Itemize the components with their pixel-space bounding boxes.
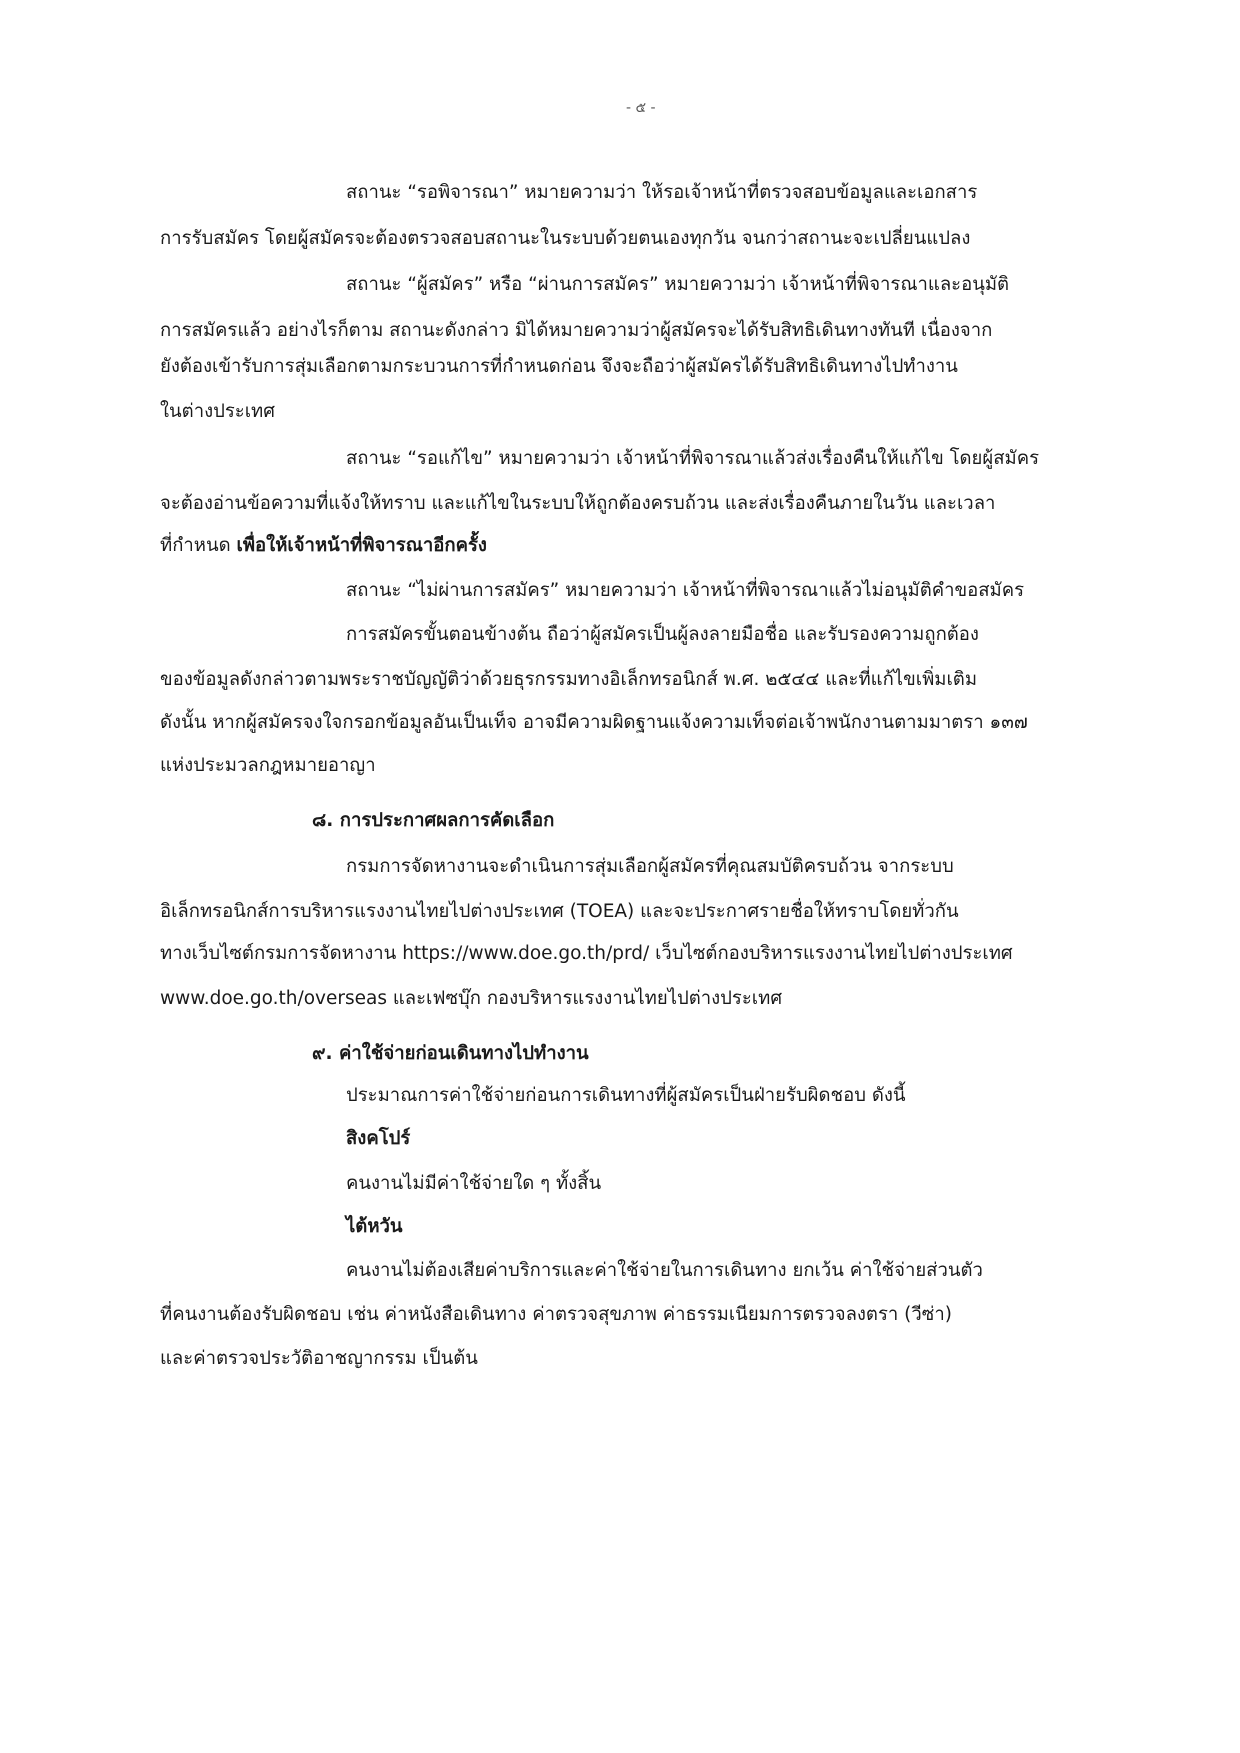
status-correction-line-3-bold: เพื่อให้เจ้าหน้าที่พิจารณาอีกครั้ง bbox=[236, 535, 487, 556]
singapore-text: คนงานไม่มีค่าใช้จ่ายใด ๆ ทั้งสิ้น bbox=[346, 1173, 602, 1194]
legal-notice-line-4: แห่งประมวลกฎหมายอาญา bbox=[160, 755, 376, 776]
singapore-heading: สิงคโปร์ bbox=[346, 1128, 411, 1149]
status-correction-line-3 bbox=[160, 537, 487, 556]
legal-notice-line-2: ของข้อมูลดังกล่าวตามพระราชบัญญัติว่าด้วยธุรกรรมทางอิเล็กทรอนิกส์ พ.ศ. ๒๕๔๔ และที่แก้ไขเพิ่มเติม bbox=[160, 669, 978, 690]
status-pending-line-2: การรับสมัคร โดยผู้สมัครจะต้องตรวจสอบสถานะในระบบด้วยตนเองทุกวัน จนกว่าสถานะจะเปลี่ยนแปลง bbox=[160, 228, 971, 249]
legal-notice-line-1: การสมัครขั้นตอนข้างต้น ถือว่าผู้สมัครเป็นผู้ลงลายมือชื่อ และรับรองความถูกต้อง bbox=[346, 624, 979, 645]
taiwan-line-3: และค่าตรวจประวัติอาชญากรรม เป็นต้น bbox=[160, 1348, 478, 1369]
status-correction-line-3-plain: ที่กำหนด bbox=[160, 535, 237, 556]
page-number: - ๕ - bbox=[626, 100, 656, 116]
legal-notice-line-3: ดังนั้น หากผู้สมัครจงใจกรอกข้อมูลอันเป็นเท็จ อาจมีความผิดฐานแจ้งความเท็จต่อเจ้าพนักงานตามมาตรา ๑๓๗ bbox=[160, 712, 1028, 733]
status-passed-line-4: ในต่างประเทศ bbox=[160, 401, 275, 422]
section-8-line-2: อิเล็กทรอนิกส์การบริหารแรงงานไทยไปต่างประเทศ (TOEA) และจะประกาศรายชื่อให้ทราบโดยทั่วกัน bbox=[160, 901, 959, 922]
status-correction-line-2: จะต้องอ่านข้อความที่แจ้งให้ทราบ และแก้ไขในระบบให้ถูกต้องครบถ้วน และส่งเรื่องคืนภายในวัน และเวลา bbox=[160, 493, 996, 514]
section-8-line-4: www.doe.go.th/overseas และเฟซบุ๊ก กองบริหารแรงงานไทยไปต่างประเทศ bbox=[160, 988, 783, 1009]
status-not-passed-line-1: สถานะ “ไม่ผ่านการสมัคร” หมายความว่า เจ้าหน้าที่พิจารณาแล้วไม่อนุมัติคำขอสมัคร bbox=[346, 580, 1025, 601]
section-8-line-3: ทางเว็บไซต์กรมการจัดหางาน https://www.doe.go.th/prd/ เว็บไซต์กองบริหารแรงงานไทยไปต่างประเทศ bbox=[160, 943, 1013, 964]
taiwan-line-2: ที่คนงานต้องรับผิดชอบ เช่น ค่าหนังสือเดินทาง ค่าตรวจสุขภาพ ค่าธรรมเนียมการตรวจลงตรา (วีซ่า) bbox=[160, 1304, 952, 1325]
section-9-intro: ประมาณการค่าใช้จ่ายก่อนการเดินทางที่ผู้สมัครเป็นฝ่ายรับผิดชอบ ดังนี้ bbox=[346, 1085, 906, 1106]
section-9-heading: ๙. ค่าใช้จ่ายก่อนเดินทางไปทำงาน bbox=[312, 1043, 589, 1064]
status-pending-line-1: สถานะ “รอพิจารณา” หมายความว่า ให้รอเจ้าหน้าที่ตรวจสอบข้อมูลและเอกสาร bbox=[346, 182, 978, 203]
status-correction-line-1: สถานะ “รอแก้ไข” หมายความว่า เจ้าหน้าที่พิจารณาแล้วส่งเรื่องคืนให้แก้ไข โดยผู้สมัคร bbox=[346, 448, 1040, 469]
section-8-line-1: กรมการจัดหางานจะดำเนินการสุ่มเลือกผู้สมัครที่คุณสมบัติครบถ้วน จากระบบ bbox=[346, 856, 954, 877]
status-passed-line-2: การสมัครแล้ว อย่างไรก็ตาม สถานะดังกล่าว มิได้หมายความว่าผู้สมัครจะได้รับสิทธิเดินทางทันที เนื่องจาก bbox=[160, 320, 993, 341]
taiwan-line-1: คนงานไม่ต้องเสียค่าบริการและค่าใช้จ่ายในการเดินทาง ยกเว้น ค่าใช้จ่ายส่วนตัว bbox=[346, 1260, 983, 1281]
status-passed-line-1: สถานะ “ผู้สมัคร” หรือ “ผ่านการสมัคร” หมายความว่า เจ้าหน้าที่พิจารณาและอนุมัติ bbox=[346, 274, 1010, 295]
taiwan-heading: ไต้หวัน bbox=[346, 1216, 403, 1237]
section-8-heading: ๘. การประกาศผลการคัดเลือก bbox=[312, 810, 555, 831]
status-passed-line-3: ยังต้องเข้ารับการสุ่มเลือกตามกระบวนการที่กำหนดก่อน จึงจะถือว่าผู้สมัครได้รับสิทธิเดินทางไปทำงาน bbox=[160, 356, 958, 377]
